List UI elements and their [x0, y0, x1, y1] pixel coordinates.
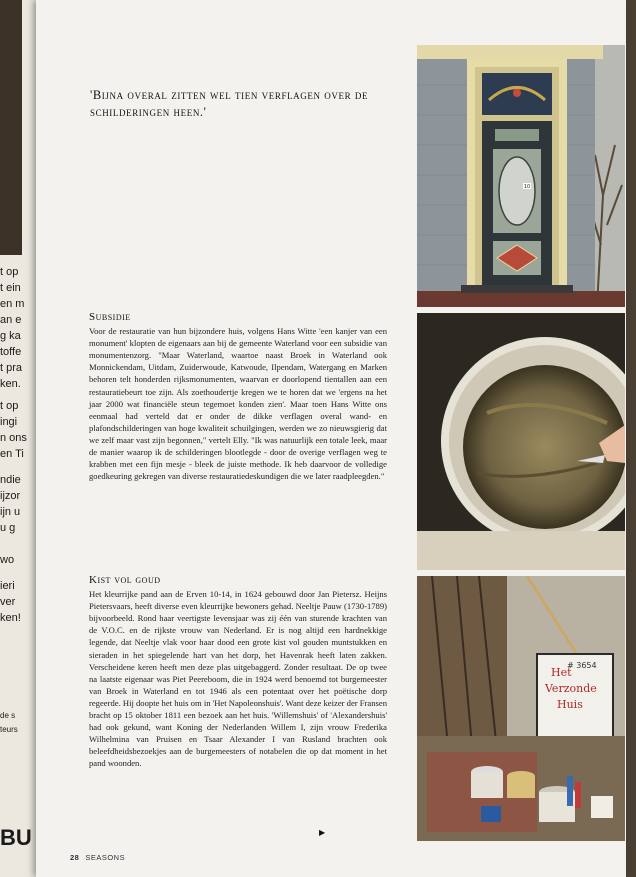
underlying-text: t pra: [0, 362, 23, 374]
section-body: Het kleurrijke pand aan de Erven 10-14, in 1624 gebouwd door Jan Pietersz. Heijns Pietersvaars, heeft diverse even kleurrijke bewoners gehad. Neeltje Pauw (1730-1789) bijvoorbeeld. Rond haar veertigste levensjaar was zij één van sturende krachten van de V.O.C. en de rijkste vrouw van Nederland. Er is nog altijd een hardnekkige legende, dat Neeltje vlak voor haar dood een grote kist vol gouden muntstukken en sieraden in het spiegelende hart van het dorp, het Havenrak heeft laten zakken. Verscheidene keren heeft men deze plas uitgebaggerd. Zonder resultaat. De op twee na laatste eigenaar was Piet Peereboom, die in 1924 werd benoemd tot burgemeester van Broek in Waterland en tot 1946 als een potentaat over het poëtische dorp regeerde. Hij doopte het huis om in 'Het Napoleonshuis'. Want deze keizer der Fransen bracht op 15 oktober 1811 een bezoek aan het huis. 'Willemshuis' of 'Alexandershuis' had ook gekund, want Koning der Nederlanden Willem I, zijn vrouw Frederika Wilhelmina van Pruisen en Tsaar Alexander I van Rusland brachten ook beleefdheidsbezoekjes aan de burgemeesters of notabelen die op dat moment in het pand woonden.: [89, 589, 387, 769]
photo-restoration-detail: [417, 313, 625, 570]
door-number: 10: [523, 184, 531, 190]
underlying-text: ijn u: [0, 506, 21, 518]
underlying-text: wo: [0, 554, 15, 566]
section-kist-vol-goud: [89, 574, 387, 770]
sign-line-2: Verzonde: [545, 682, 597, 695]
underlying-text: t ein: [0, 282, 21, 294]
underlying-text: t op: [0, 266, 19, 278]
underlying-logo: BU: [0, 825, 32, 850]
page-edge: [626, 0, 636, 877]
magazine-name: SEASONS: [85, 853, 126, 862]
underlying-photo: [0, 0, 22, 255]
underlying-text: t op: [0, 400, 19, 412]
sign-line-3: Huis: [557, 698, 583, 711]
continue-arrow-icon: ▶: [319, 828, 326, 837]
underlying-text: de s: [0, 711, 16, 720]
underlying-text: ver: [0, 596, 16, 608]
sign-line-1: Het: [551, 666, 572, 679]
underlying-text: ieri: [0, 580, 15, 592]
underlying-text: ijzor: [0, 490, 21, 502]
underlying-text: ken!: [0, 612, 21, 624]
section-heading: Subsidie: [89, 311, 131, 323]
magazine-page: [36, 0, 626, 877]
underlying-text: g ka: [0, 330, 21, 342]
page-footer: [70, 853, 125, 862]
page-number: 28: [70, 853, 80, 862]
underlying-text: u g: [0, 522, 16, 534]
sign-number: # 3654: [567, 661, 597, 670]
underlying-text: en m: [0, 298, 25, 310]
underlying-text: teurs: [0, 725, 18, 734]
underlying-text: en Ti: [0, 448, 24, 460]
underlying-text: ken.: [0, 378, 21, 390]
section-heading: Kist vol goud: [89, 574, 161, 586]
underlying-text: n ons: [0, 432, 27, 444]
underlying-text: toffe: [0, 346, 22, 358]
section-body: Voor de restauratie van hun bijzondere huis, volgens Hans Witte 'een kanjer van een monument' klopten de eigenaars aan bij de gemeente Waterland voor een subsidie van monumentenzorg. "Maar Waterland, waartoe naast Broek in Waterland ook Monnickendam, Uitdam, Zuiderwoude, Katwoude, Ilpendam, Watergang en Marken behoren telt honderden rijksmonumenten, waarvan er doorlopend tientallen aan een restauratiebeurt toe zijn. Als zoethoudertje kregen we te horen dat we 'ergens na het jaar 2000 wat financiële steun tegemoet konden zien'. Maar toen Hans Witte ons eenmaal had verteld dat er onder de dikke verflagen overal wand- en plafondschilderingen van hoge kwaliteit schuilgingen, werden we zo nieuwsgierig dat we zelf maar vast zijn begonnen," vertelt Elly. "Ik was natuurlijk een totale leek, maar de manier waarop ik de schilderingen blootlegde - door de overige verflagen weg te krabben met een fijn mesje - bleek de juiste methode. Ik heb daarvoor de volledige goedkeuring gekregen van diverse restauratiedeskundigen die we later raadpleegden.": [89, 326, 387, 482]
photo-interior-sign: [417, 576, 625, 841]
section-subsidie: [89, 311, 387, 482]
underlying-text: an e: [0, 314, 22, 326]
pull-quote: 'Bijna overal zitten wel tien verflagen over de schilderingen heen.': [90, 88, 369, 119]
underlying-text: ingi: [0, 416, 18, 428]
photo-front-door: [417, 45, 625, 307]
underlying-text: ndie: [0, 474, 21, 486]
